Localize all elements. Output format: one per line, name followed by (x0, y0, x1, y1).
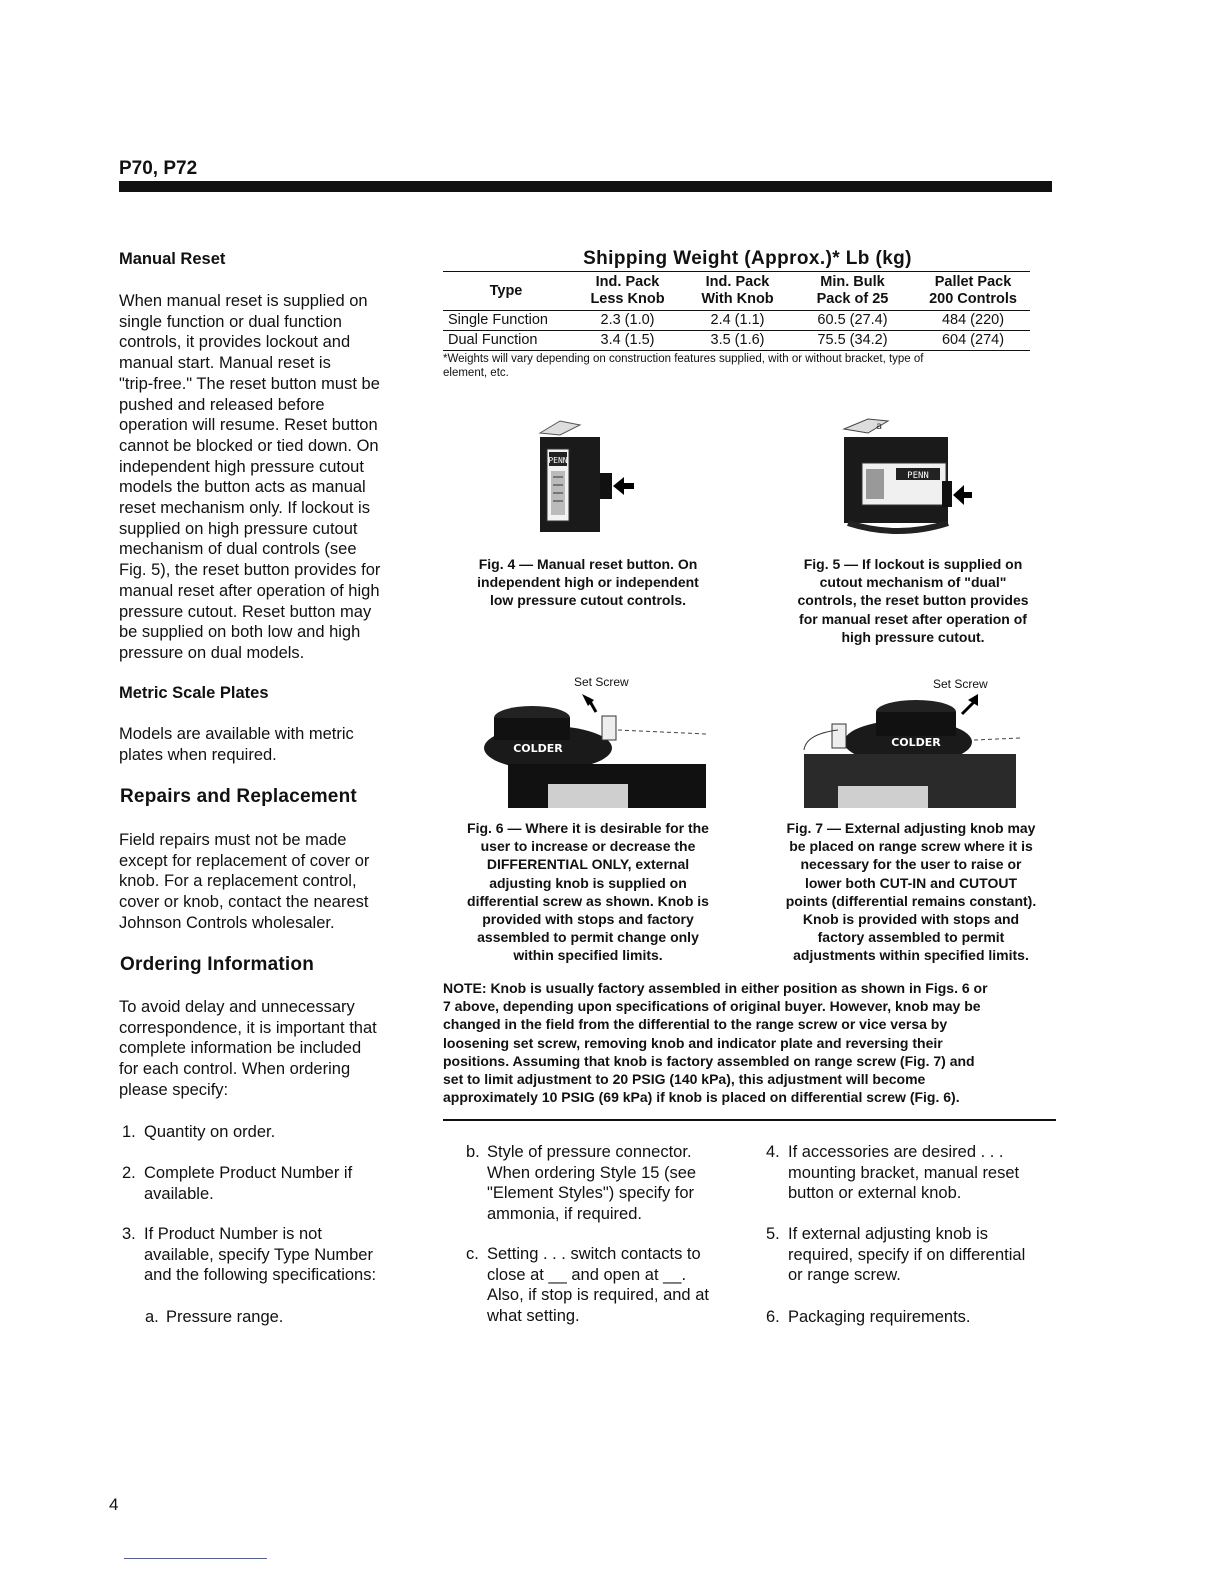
paragraph-line: correspondence, it is important that (119, 1018, 377, 1037)
caption-line: low pressure cutout controls. (489, 592, 687, 609)
note-line: NOTE: Knob is usually factory assembled in either position as shown in Figs. 6 or (443, 980, 988, 996)
caption-line: high pressure cutout. (841, 628, 985, 645)
paragraph-line: reset mechanism only. If lockout is (119, 499, 370, 518)
paragraph-line: pushed and released before (119, 395, 325, 414)
list-item-line: required, specify if on differential (788, 1245, 1026, 1264)
paragraph-line: manual start. Manual reset is (119, 354, 331, 373)
caption-line: provided with stops and factory (482, 911, 694, 928)
fig6-caption (448, 819, 728, 965)
list-item-line: Style of pressure connector. (487, 1143, 692, 1161)
table-cell: 75.5 (34.2) (817, 332, 888, 348)
paragraph-line: supplied on high pressure cutout (119, 519, 358, 538)
col-header-less-knob: Ind. Pack Less Knob (590, 274, 665, 307)
paragraph-line: Field repairs must not be made (119, 831, 347, 849)
shipping-table-title: Shipping Weight (Approx.)* Lb (kg) (583, 248, 912, 269)
order-item-1: 1. Quantity on order. (122, 1122, 422, 1143)
table-cell: 3.4 (1.5) (600, 332, 655, 348)
arrow-icon (953, 485, 964, 505)
note-line: loosening set screw, removing knob and indicator plate and reversing their (443, 1034, 943, 1051)
list-item-line: what setting. (487, 1307, 580, 1326)
list-item-line: ammonia, if required. (487, 1205, 642, 1224)
list-item-line: and the following specifications: (144, 1266, 377, 1285)
paragraph-line: pressure on dual models. (119, 643, 305, 662)
paragraph-line: When manual reset is supplied on (119, 292, 368, 310)
caption-line: user to increase or decrease the (480, 838, 696, 855)
caption-line: adjustments within specified limits. (793, 947, 1029, 964)
paragraph-line: independent high pressure cutout (119, 457, 364, 476)
note-line: approximately 10 PSIG (69 kPa) if knob is placed on differential screw (Fig. 6). (443, 1089, 960, 1106)
order-item-2: 2. Complete Product Number if available. (122, 1163, 422, 1204)
caption-line: Fig. 7 — External adjusting knob may (786, 820, 1036, 836)
list-item-line: When ordering Style 15 (see (487, 1163, 697, 1182)
fig5-caption (768, 555, 1058, 646)
table-cell: 484 (220) (941, 312, 1005, 328)
caption-line: cutout mechanism of "dual" (819, 574, 1007, 591)
note-line: positions. Assuming that knob is factory assembled on range screw (Fig. 7) and (443, 1052, 975, 1069)
paragraph-line: To avoid delay and unnecessary (119, 998, 355, 1016)
order-item-a: a. Pressure range. (145, 1307, 425, 1328)
shipping-weight-table (443, 271, 1030, 351)
order-item-b: b. Style of pressure connector. When ordering Style 15 (see "Element Styles") specify for ammonia, if required. (466, 1142, 756, 1225)
fig4-reset-button-photo (520, 415, 640, 535)
fig7-knob-photo (798, 690, 1028, 814)
caption-line: Knob is provided with stops and (802, 911, 1020, 928)
note-paragraph (443, 979, 1055, 1106)
order-item-6: 6. Packaging requirements. (766, 1307, 1056, 1328)
caption-line: independent high or independent (477, 574, 699, 591)
caption-line: be placed on range screw where it is (789, 838, 1033, 855)
caption-line: factory assembled to permit (817, 929, 1005, 946)
metric-heading: Metric Scale Plates (119, 684, 269, 702)
metric-text (119, 724, 419, 765)
list-item-line: If external adjusting knob is (788, 1225, 988, 1243)
list-item-line: Quantity on order. (144, 1123, 276, 1141)
list-item-line: Pressure range. (166, 1308, 284, 1326)
fig4-caption (448, 555, 728, 610)
fig7-knob-text: COLDER (891, 736, 941, 749)
caption-line: controls, the reset button provides (797, 592, 1029, 609)
table-row (443, 311, 1030, 331)
list-item-line: Setting . . . switch contacts to (487, 1245, 701, 1263)
caption-line: assembled to permit change only (477, 929, 699, 946)
manual-reset-heading: Manual Reset (119, 250, 226, 268)
list-item-line: available, specify Type Number (144, 1245, 373, 1264)
paragraph-line: cover or knob, contact the nearest (119, 893, 369, 912)
list-item-line: Packaging requirements. (788, 1308, 971, 1326)
list-item-line: available. (144, 1184, 214, 1203)
table-cell: 60.5 (27.4) (817, 312, 888, 328)
paragraph-line: complete information be included (119, 1039, 362, 1058)
paragraph-line: manual reset after operation of high (119, 581, 380, 600)
ordering-heading: Ordering Information (120, 954, 314, 975)
fig6-set-screw-label: Set Screw (574, 675, 629, 689)
page-header-title: P70, P72 (119, 158, 198, 179)
pointer-arrow-icon (962, 702, 974, 714)
paragraph-line: cannot be blocked or tied down. On (119, 436, 379, 455)
table-cell: Single Function (448, 312, 548, 328)
caption-line: differential screw as shown. Knob is (467, 892, 709, 909)
paragraph-line: "trip-free." The reset button must be (119, 374, 380, 393)
fig5-dual-control-photo (838, 415, 978, 535)
table-footnote: *Weights will vary depending on construction features supplied, with or without bracket, type of element, etc. (443, 353, 924, 379)
table-cell: 2.4 (1.1) (710, 312, 765, 328)
repairs-heading: Repairs and Replacement (120, 786, 357, 807)
caption-line: points (differential remains constant). (785, 892, 1037, 909)
paragraph-line: Models are available with metric (119, 725, 354, 743)
caption-line: Fig. 5 — If lockout is supplied on (803, 556, 1023, 572)
order-item-3: 3. If Product Number is not available, specify Type Number and the following specifications: (122, 1224, 422, 1286)
list-item-line: Also, if stop is required, and at (487, 1286, 709, 1305)
col-header-with-knob: Ind. Pack With Knob (701, 274, 774, 307)
ordering-text (119, 997, 419, 1101)
paragraph-line: operation will resume. Reset button (119, 416, 378, 435)
fig6-knob-text: COLDER (513, 742, 563, 755)
arrow-icon (613, 477, 624, 495)
header-rule (119, 181, 1052, 192)
paragraph-line: knob. For a replacement control, (119, 872, 357, 891)
paragraph-line: plates when required. (119, 745, 277, 764)
note-line: set to limit adjustment to 20 PSIG (140 kPa), this adjustment will become (443, 1071, 926, 1088)
order-item-c: c. Setting . . . switch contacts to close at __ and open at __. Also, if stop is required, and at what setting. (466, 1244, 756, 1327)
list-item-line: If accessories are desired . . . (788, 1143, 1004, 1161)
caption-line: within specified limits. (513, 947, 663, 964)
list-item-line: "Element Styles") specify for (487, 1184, 695, 1203)
paragraph-line: controls, it provides lockout and (119, 333, 351, 352)
paragraph-line: single function or dual function (119, 312, 342, 331)
list-item-line: or range screw. (788, 1266, 901, 1285)
caption-line: Fig. 6 — Where it is desirable for the (467, 820, 709, 836)
paragraph-line: Johnson Controls wholesaler. (119, 913, 335, 932)
fig4-brand-label: PENN (548, 456, 568, 465)
table-cell: 604 (274) (941, 332, 1005, 348)
list-item-line: Complete Product Number if (144, 1164, 353, 1182)
caption-line: necessary for the user to raise or (800, 856, 1022, 873)
list-item-line: mounting bracket, manual reset (788, 1163, 1020, 1182)
caption-line: Fig. 4 — Manual reset button. On (478, 556, 698, 572)
list-item-line: button or external knob. (788, 1184, 962, 1203)
caption-line: for manual reset after operation of (799, 610, 1027, 627)
manual-reset-text (119, 291, 419, 664)
table-cell: 2.3 (1.0) (600, 312, 655, 328)
paragraph-line: mechanism of dual controls (see (119, 540, 357, 559)
table-cell: Dual Function (448, 332, 538, 348)
fig6-knob-photo (478, 690, 718, 814)
fig5-brand-label: PENN (907, 471, 929, 481)
paragraph-line: please specify: (119, 1080, 229, 1099)
col-header-pallet: Pallet Pack 200 Controls (929, 274, 1017, 307)
paragraph-line: for each control. When ordering (119, 1060, 351, 1079)
table-header-row (443, 272, 1030, 311)
svg-text:a: a (876, 421, 883, 432)
fig7-set-screw-label: Set Screw (933, 677, 988, 691)
list-item-line: close at __ and open at __. (487, 1265, 687, 1284)
col-header-bulk: Min. Bulk Pack of 25 (816, 274, 889, 307)
note-line: changed in the field from the differential to the range screw or vice versa by (443, 1016, 948, 1033)
caption-line: adjusting knob is supplied on (489, 874, 687, 891)
order-item-5: 5. If external adjusting knob is required, specify if on differential or range screw. (766, 1224, 1056, 1286)
caption-line: lower both CUT-IN and CUTOUT (804, 874, 1018, 891)
paragraph-line: be supplied on both low and high (119, 623, 361, 642)
col-header-type: Type (489, 282, 523, 299)
note-line: 7 above, depending upon specifications of original buyer. However, knob may be (443, 998, 981, 1015)
table-cell: 3.5 (1.6) (710, 332, 765, 348)
page-number: 4 (109, 1495, 119, 1514)
paragraph-line: pressure cutout. Reset button may (119, 602, 372, 621)
repairs-text (119, 830, 419, 934)
fig7-caption (766, 819, 1056, 965)
list-item-line: If Product Number is not (144, 1225, 322, 1243)
table-row (443, 331, 1030, 351)
paragraph-line: Fig. 5), the reset button provides for (119, 561, 381, 580)
paragraph-line: except for replacement of cover or (119, 851, 370, 870)
caption-line: DIFFERENTIAL ONLY, external (486, 856, 690, 873)
paragraph-line: models the button acts as manual (119, 478, 366, 497)
section-rule (443, 1119, 1056, 1121)
order-item-4: 4. If accessories are desired . . . mounting bracket, manual reset button or external knob. (766, 1142, 1056, 1204)
footer-rule (124, 1558, 267, 1559)
